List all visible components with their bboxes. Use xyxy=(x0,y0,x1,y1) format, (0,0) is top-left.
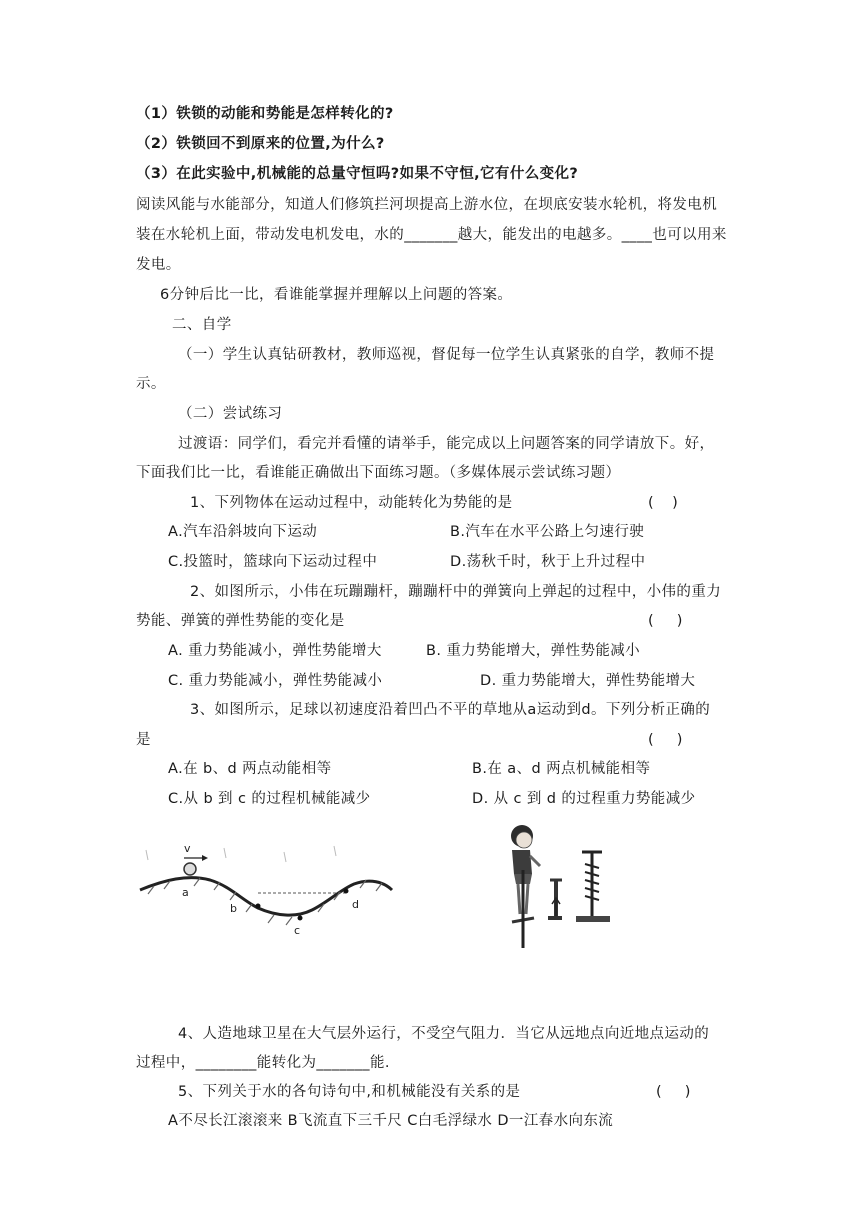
boy-leg xyxy=(518,884,520,914)
up-arrow-icon xyxy=(552,898,560,916)
label-d: d xyxy=(352,898,359,911)
question-3: （3）在此实验中,机械能的总量守恒吗?如果不守恒,它有什么变化? xyxy=(136,166,579,182)
reading-line-1: 阅读风能与水能部分，知道人们修筑拦河坝提高上游水位，在坝底安装水轮机，将发电机 xyxy=(136,197,718,213)
self-study-line-2: 示。 xyxy=(136,376,166,392)
practice-title: （二）尝试练习 xyxy=(178,406,283,422)
label-c: c xyxy=(294,924,301,937)
label-a: a xyxy=(182,886,189,899)
point-d xyxy=(344,889,349,894)
section-2-title: 二、自学 xyxy=(172,317,232,333)
exercise-3-answer-paren: ( ) xyxy=(648,732,683,748)
exercise-3-option-a: A.在 b、d 两点动能相等 xyxy=(168,761,332,777)
exercise-2-stem-1: 2、如图所示，小伟在玩蹦蹦杆，蹦蹦杆中的弹簧向上弹起的过程中，小伟的重力 xyxy=(190,584,722,600)
exercise-2-option-d: D. 重力势能增大，弹性势能增大 xyxy=(480,673,696,689)
football-ball xyxy=(184,863,196,875)
exercise-1-answer-paren: ( ) xyxy=(648,495,678,511)
exercise-5-options: A不尽长江滚滚来 B飞流直下三千尺 C白毛浮绿水 D一江春水向东流 xyxy=(168,1113,614,1129)
point-b xyxy=(256,904,261,909)
exercise-5-answer-paren: ( ) xyxy=(656,1084,691,1100)
reading-line-3: 发电。 xyxy=(136,257,181,273)
exercise-3-stem-2: 是 xyxy=(136,732,151,748)
exercise-3-stem-1: 3、如图所示，足球以初速度沿着凹凸不平的草地从a运动到d。下列分析正确的 xyxy=(190,702,711,718)
exercise-2-stem-2: 势能、弹簧的弹性势能的变化是 xyxy=(136,613,345,629)
exercise-1-option-b: B.汽车在水平公路上匀速行驶 xyxy=(450,524,645,540)
exercise-3-option-c: C.从 b 到 c 的过程机械能减少 xyxy=(168,791,371,807)
exercise-3-option-d: D. 从 c 到 d 的过程重力势能减少 xyxy=(472,791,696,807)
boy-arm xyxy=(530,856,540,866)
exercise-1-option-c: C.投篮时，篮球向下运动过程中 xyxy=(168,554,378,570)
transition-line-2: 下面我们比一比，看谁能正确做出下面练习题。（多媒体展示尝试练习题） xyxy=(136,465,621,481)
transition-line-1: 过渡语：同学们，看完并看懂的请举手，能完成以上问题答案的同学请放下。好， xyxy=(178,436,715,452)
exercise-4-line-2: 过程中，________能转化为_______能. xyxy=(136,1055,390,1071)
exercise-2-option-a: A. 重力势能减小，弹性势能增大 xyxy=(168,643,382,659)
self-study-line-1: （一）学生认真钻研教材，教师巡视，督促每一位学生认真紧张的自学，教师不提 xyxy=(178,347,715,363)
spring-base xyxy=(548,916,562,920)
arrow-head-icon xyxy=(202,855,208,861)
question-2: （2）铁锁回不到原来的位置,为什么? xyxy=(136,136,385,152)
reading-line-2: 装在水轮机上面，带动发电机发电，水的_______越大，能发出的电越多。____也可以用来 xyxy=(136,227,727,243)
exercise-2-option-b: B. 重力势能增大，弹性势能减小 xyxy=(426,643,641,659)
point-c xyxy=(298,916,303,921)
exercise-2-option-c: C. 重力势能减小，弹性势能减小 xyxy=(168,673,383,689)
boy-face xyxy=(516,832,532,848)
exercise-5-stem: 5、下列关于水的各句诗句中,和机械能没有关系的是 xyxy=(178,1084,521,1100)
label-b: b xyxy=(230,902,237,915)
boy-leg xyxy=(526,884,528,914)
exercise-2-answer-paren: ( ) xyxy=(648,613,683,629)
reading-line-4: 6分钟后比一比，看谁能掌握并理解以上问题的答案。 xyxy=(160,287,513,303)
screw-base xyxy=(576,916,610,922)
question-1: （1）铁锁的动能和势能是怎样转化的? xyxy=(136,106,394,122)
exercise-1-option-a: A.汽车沿斜坡向下运动 xyxy=(168,524,318,540)
football-track-figure xyxy=(134,838,398,938)
pogo-stick-figure xyxy=(490,822,640,950)
exercise-1-option-d: D.荡秋千时，秋于上升过程中 xyxy=(450,554,646,570)
background-grass xyxy=(146,846,336,862)
exercise-4-line-1: 4、人造地球卫星在大气层外运行，不受空气阻力．当它从远地点向近地点运动的 xyxy=(178,1026,710,1042)
label-v: v xyxy=(184,842,191,855)
exercise-1-stem: 1、下列物体在运动过程中，动能转化为势能的是 xyxy=(190,495,513,511)
exercise-3-option-b: B.在 a、d 两点机械能相等 xyxy=(472,761,651,777)
